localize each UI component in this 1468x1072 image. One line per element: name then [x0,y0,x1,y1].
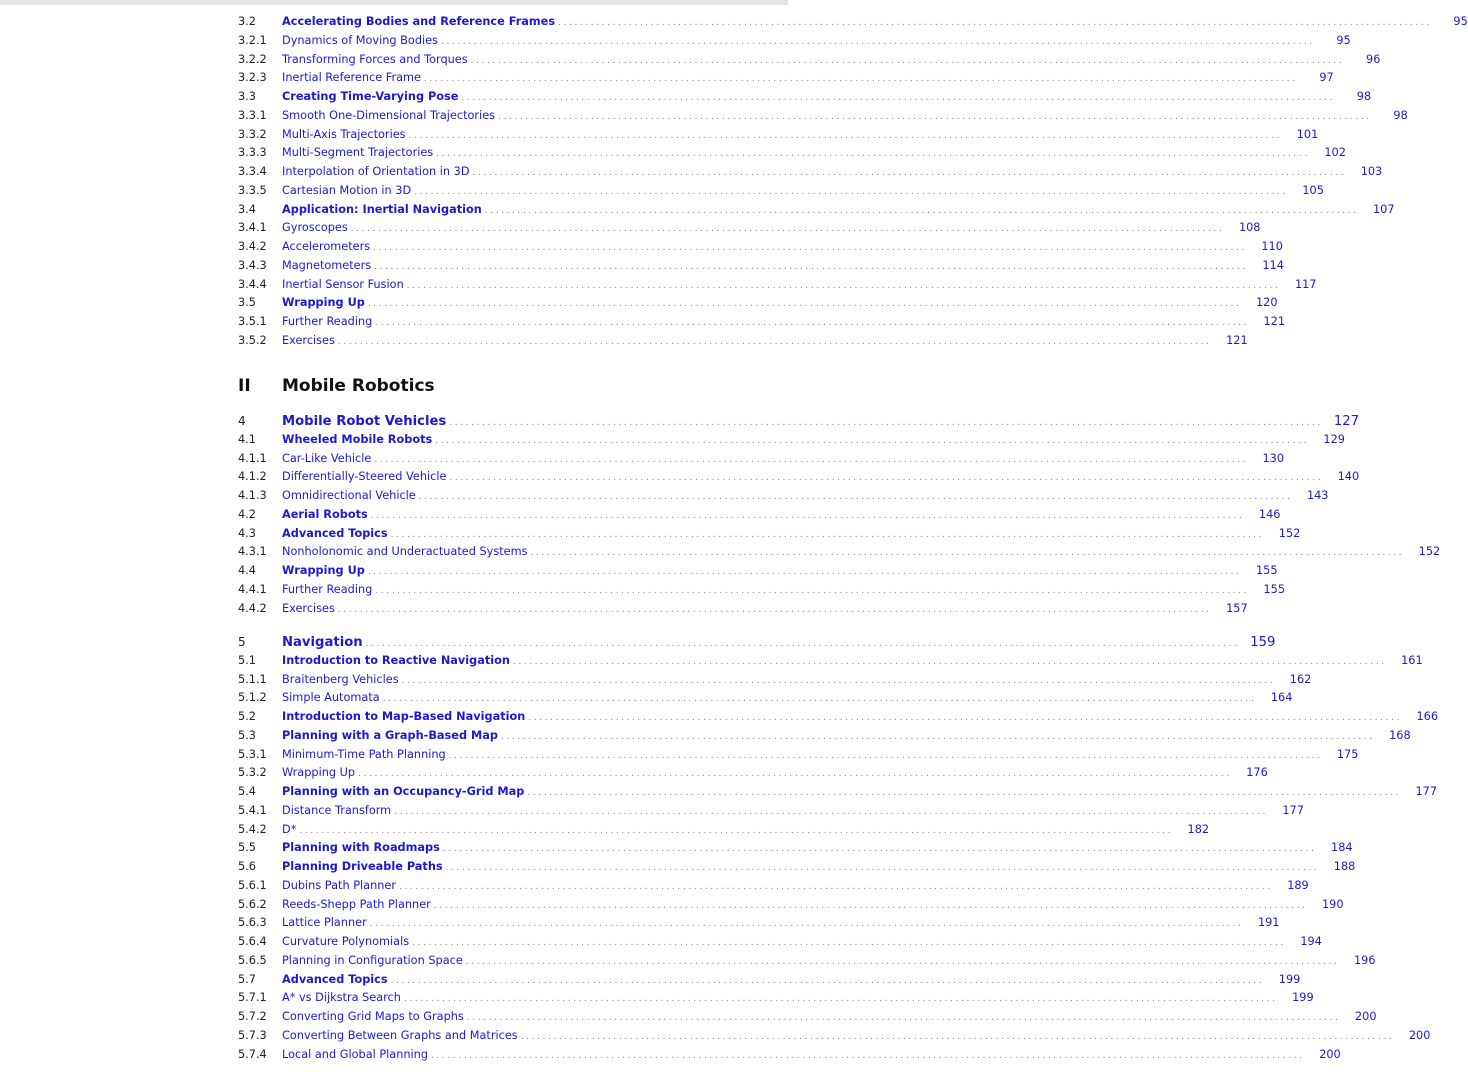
toc-entry-page[interactable]: 146 [1258,507,1281,521]
toc-entry-number: 4.2 [238,507,256,521]
toc-entry-number: 5.7.3 [238,1028,267,1042]
toc-entry-page[interactable]: 191 [1257,916,1280,930]
toc-entry-page[interactable]: 114 [1262,258,1284,272]
toc-entry-page[interactable]: 200 [1319,1047,1341,1061]
toc-entry-page[interactable]: 182 [1187,822,1210,836]
leader-dots: ................................................................................................................................................................ [350,224,1225,235]
leader-dots: ................................................................................................................................................................ [530,548,1405,559]
toc-entry-number: 4.3 [238,526,256,540]
viewer-top-border [0,0,788,5]
toc-entry-number: 5 [238,635,246,649]
toc-entry-page[interactable]: 152 [1278,526,1301,540]
leader-dots: ................................................................................................................................................................ [399,881,1273,892]
toc-entry-number: 5.7 [238,972,256,986]
leader-dots: ................................................................................................................................................................ [390,975,1265,986]
toc-entry-title[interactable]: Lattice Planner [282,916,367,930]
toc-entry-number: 5.7.4 [238,1047,267,1061]
leader-dots: ................................................................................................................................................................ [423,74,1298,85]
toc-entry-title[interactable]: Wrapping Up [282,564,365,577]
toc-entry-title[interactable]: Advanced Topics [282,526,388,540]
toc-entry-page[interactable]: 159 [1250,635,1276,650]
toc-entry-title[interactable]: Advanced Topics [282,972,388,986]
toc-entry-title[interactable]: Planning with an Occupancy-Grid Map [282,785,525,798]
toc-entry[interactable] [238,221,1261,240]
toc-entry[interactable] [238,90,1372,109]
toc-entry-number: 3.4 [238,202,256,216]
leader-dots: ................................................................................................................................................................ [449,418,1324,428]
leader-dots: ................................................................................................................................................................ [365,639,1240,649]
toc-entry-title[interactable]: Transforming Forces and Torques [282,52,468,66]
leader-dots: ................................................................................................................................................................ [337,604,1212,615]
part-number: II [238,376,251,396]
toc-entry-number: 5.7.1 [238,991,267,1005]
toc-entry-number: 4.1.1 [238,451,267,465]
toc-entry-page[interactable]: 176 [1246,766,1268,780]
leader-dots: ................................................................................................................................................................ [527,788,1402,798]
toc-entry-page[interactable]: 175 [1336,747,1359,761]
toc-entry-title[interactable]: Further Reading [282,582,373,596]
toc-entry-title[interactable]: Aerial Robots [282,507,368,521]
toc-entry[interactable] [238,333,1248,353]
toc-entry-page[interactable]: 121 [1226,333,1248,347]
leader-dots: ................................................................................................................................................................ [500,731,1375,742]
leader-dots: ................................................................................................................................................................ [442,844,1317,855]
toc-entry-title[interactable]: Converting Grid Maps to Graphs [282,1010,464,1023]
leader-dots: ................................................................................................................................................................ [441,36,1315,47]
toc-entry-number: 5.6 [238,860,256,873]
toc-entry[interactable] [238,315,1286,334]
toc-entry-title[interactable]: Distance Transform [282,803,392,817]
toc-entry-title[interactable]: Differentially-Steered Vehicle [282,470,447,484]
toc-entry-title[interactable]: Converting Between Graphs and Matrices [282,1028,518,1042]
toc-entry-page[interactable]: 155 [1256,564,1278,577]
leader-dots: ................................................................................................................................................................ [431,1050,1305,1061]
toc-entry[interactable] [238,1047,1341,1067]
toc-entry[interactable] [238,635,1276,654]
toc-entry-number: 3.3.4 [238,165,267,178]
leader-dots: ................................................................................................................................................................ [449,473,1324,484]
toc-entry-number: 4.4.1 [238,582,267,596]
toc-entry-title[interactable]: Inertial Sensor Fusion [282,277,404,291]
toc-entry-title[interactable]: Mobile Robot Vehicles [282,414,447,429]
toc-entry-number: 5.6.5 [238,953,267,967]
toc-group-chapter-5 [238,635,1439,1066]
toc-entry[interactable] [238,202,1395,222]
toc-entry-title[interactable]: Planning in Configuration Space [282,953,463,967]
leader-dots: ................................................................................................................................................................ [390,529,1265,540]
toc-group-chapter-3 [238,15,1468,353]
toc-entry[interactable] [238,991,1314,1010]
toc-entry-page[interactable]: 168 [1389,728,1411,742]
toc-entry-title[interactable]: A* vs Dijkstra Search [282,991,401,1005]
toc-entry-number: 3.3.3 [238,146,267,160]
toc-entry-title[interactable]: Braitenberg Vehicles [282,672,399,686]
toc-entry-number: 5.4.1 [238,803,267,817]
toc-entry-number: 5.1.2 [238,691,267,705]
leader-dots: ................................................................................................................................................................ [374,261,1248,272]
toc-entry[interactable] [238,277,1317,297]
toc-entry[interactable] [238,146,1346,165]
toc-entry[interactable] [238,747,1359,767]
toc-entry-page[interactable]: 200 [1355,1010,1377,1023]
toc-entry-number: 5.3 [238,728,256,742]
toc-entry[interactable] [238,935,1322,954]
toc-entry-page[interactable]: 95 [1453,15,1468,28]
toc-entry[interactable] [238,878,1309,898]
toc-entry-number: 5.4.2 [238,822,267,836]
toc-entry-page[interactable]: 103 [1360,165,1383,178]
toc-entry-page[interactable]: 190 [1321,897,1344,911]
leader-dots: ................................................................................................................................................................ [373,243,1247,253]
toc-entry-page[interactable]: 177 [1282,803,1304,817]
toc-entry-page[interactable]: 95 [1336,33,1351,47]
toc-entry-number: 5.5 [238,841,256,855]
toc-entry-page[interactable]: 162 [1289,672,1312,686]
leader-dots: ................................................................................................................................................................ [337,336,1212,347]
leader-dots: ................................................................................................................................................................ [370,510,1245,521]
leader-dots: ................................................................................................................................................................ [367,567,1242,577]
leader-dots: ................................................................................................................................................................ [408,130,1283,141]
toc-entry[interactable] [238,52,1381,72]
toc-entry[interactable] [238,803,1304,823]
toc-entry-number: 3.4.4 [238,277,267,291]
toc-entry-page[interactable]: 107 [1372,202,1395,216]
toc-entry[interactable] [238,127,1319,147]
toc-entry-number: 3.5.2 [238,333,267,347]
leader-dots: ................................................................................................................................................................ [448,750,1323,761]
toc-entry[interactable] [238,841,1353,860]
leader-dots: ................................................................................................................................................................ [414,186,1288,197]
leader-dots: ................................................................................................................................................................ [367,299,1242,310]
toc-entry-title[interactable]: Wheeled Mobile Robots [282,432,433,446]
leader-dots: ................................................................................................................................................................ [466,1013,1341,1023]
toc-entry-number: 3.2.2 [238,52,267,66]
toc-entry-title[interactable]: Magnetometers [282,258,372,272]
toc-entry-title[interactable]: Planning with Roadmaps [282,841,440,855]
toc-entry-title[interactable]: Planning Driveable Paths [282,860,443,873]
toc-entry[interactable] [238,582,1286,602]
toc-entry-number: 3.5.1 [238,315,267,328]
toc-entry[interactable] [238,860,1356,879]
toc-entry-title[interactable]: Curvature Polynomials [282,935,410,948]
toc-entry-page[interactable]: 129 [1323,432,1345,446]
toc-entry[interactable] [238,414,1360,433]
toc-entry[interactable] [238,296,1278,315]
part-heading [238,376,435,396]
leader-dots: ................................................................................................................................................................ [436,149,1310,160]
toc-entry-page[interactable]: 105 [1302,183,1324,197]
leader-dots: ................................................................................................................................................................ [484,205,1359,216]
leader-dots: ................................................................................................................................................................ [418,492,1293,502]
leader-dots: ................................................................................................................................................................ [375,318,1250,328]
leader-dots: ................................................................................................................................................................ [369,919,1244,930]
leader-dots: ................................................................................................................................................................ [461,93,1336,103]
toc-entry[interactable] [238,451,1285,471]
toc-entry-page[interactable]: 101 [1296,127,1319,141]
leader-dots: ................................................................................................................................................................ [512,656,1387,667]
toc-entry-title[interactable]: Smooth One-Dimensional Trajectories [282,108,496,122]
toc-entry-title[interactable]: Cartesian Motion in 3D [282,183,412,197]
toc-entry-number: 4.4 [238,564,256,577]
toc-entry-page[interactable]: 127 [1333,414,1360,429]
toc-entry-number: 3.3.5 [238,183,267,197]
toc-entry-number: 5.6.2 [238,897,267,911]
toc-entry-number: 4.3.1 [238,545,267,559]
toc-entry-title[interactable]: Minimum-Time Path Planning [282,747,446,761]
toc-entry-title[interactable]: Further Reading [282,315,373,328]
toc-entry-page[interactable]: 166 [1416,710,1439,723]
toc-entry[interactable] [238,601,1248,621]
toc-entry[interactable] [238,258,1284,278]
toc-entry-page[interactable]: 196 [1353,953,1376,967]
toc-entry-number: 5.4 [238,785,256,798]
toc-entry[interactable] [238,526,1301,546]
toc-entry-title[interactable]: Exercises [282,601,335,615]
toc-entry[interactable] [238,785,1438,804]
toc-entry-number: 5.2 [238,710,256,723]
toc-entry-title[interactable]: Simple Automata [282,691,380,705]
toc-entry-title[interactable]: Dubins Path Planner [282,878,397,892]
toc-entry-title[interactable]: Introduction to Reactive Navigation [282,653,510,667]
toc-entry-number: 3.3 [238,90,256,103]
toc-entry-number: 5.6.3 [238,916,267,930]
toc-entry-page[interactable]: 108 [1238,221,1261,235]
toc-entry-title[interactable]: Wrapping Up [282,296,365,310]
leader-dots: ................................................................................................................................................................ [401,675,1276,686]
toc-entry-number: 3.2 [238,15,256,28]
toc-entry-page[interactable]: 188 [1333,860,1356,873]
toc-entry-page[interactable]: 189 [1287,878,1309,892]
leader-dots: ................................................................................................................................................................ [435,435,1309,446]
toc-entry[interactable] [238,822,1210,842]
toc-entry[interactable] [238,33,1351,53]
toc-entry[interactable] [238,1010,1377,1029]
toc-entry-page[interactable]: 184 [1331,841,1353,855]
toc-entry-title[interactable]: Reeds-Shepp Path Planner [282,897,431,911]
toc-entry-number: 5.6.4 [238,935,267,948]
toc-entry-title[interactable]: Application: Inertial Navigation [282,202,482,216]
toc-entry-title[interactable]: D* [282,822,297,836]
toc-entry-page[interactable]: 110 [1261,240,1283,253]
toc-entry-number: 5.3.2 [238,766,267,780]
toc-entry-page[interactable]: 152 [1418,545,1441,559]
toc-entry[interactable] [238,564,1278,583]
toc-entry-title[interactable]: Exercises [282,333,335,347]
toc-entry-page[interactable]: 155 [1263,582,1286,596]
toc-entry-title[interactable]: Multi-Segment Trajectories [282,146,434,160]
toc-entry-page[interactable]: 194 [1300,935,1322,948]
leader-dots: ................................................................................................................................................................ [394,806,1268,817]
toc-entry-page[interactable]: 164 [1270,691,1293,705]
leader-dots: ................................................................................................................................................................ [472,168,1347,178]
toc-entry-number: 5.1 [238,653,256,667]
toc-entry-page[interactable]: 199 [1292,991,1314,1005]
toc-entry-page[interactable]: 96 [1366,52,1381,66]
leader-dots: ................................................................................................................................................................ [403,994,1278,1005]
toc-entry-number: 4.1.3 [238,489,267,502]
toc-entry-number: 3.3.1 [238,108,267,122]
toc-entry-number: 4.4.2 [238,601,267,615]
leader-dots: ................................................................................................................................................................ [520,1031,1395,1042]
toc-entry[interactable] [238,15,1468,34]
toc-entry-page[interactable]: 117 [1294,277,1317,291]
toc-entry-title[interactable]: Introduction to Map-Based Navigation [282,710,526,723]
toc-entry[interactable] [238,897,1344,917]
toc-entry-title[interactable]: Gyroscopes [282,221,348,235]
toc-entry[interactable] [238,953,1376,973]
toc-entry-page[interactable]: 98 [1356,90,1372,103]
leader-dots: ................................................................................................................................................................ [412,938,1286,948]
toc-entry-page[interactable]: 121 [1263,315,1286,328]
toc-entry[interactable] [238,653,1423,673]
toc-entry-page[interactable]: 97 [1319,71,1334,85]
leader-dots: ................................................................................................................................................................ [433,900,1308,911]
toc-entry-title[interactable]: Local and Global Planning [282,1047,429,1061]
toc-entry-number: 5.6.1 [238,878,267,892]
leader-dots: ................................................................................................................................................................ [406,280,1281,291]
toc-entry[interactable] [238,432,1345,452]
toc-group-chapter-4 [238,414,1441,620]
toc-entry[interactable] [238,972,1301,992]
toc-entry-page[interactable]: 157 [1226,601,1248,615]
toc-entry-title[interactable]: Planning with a Graph-Based Map [282,728,498,742]
toc-entry-page[interactable]: 161 [1401,653,1423,667]
leader-dots: ................................................................................................................................................................ [445,863,1320,873]
leader-dots: ................................................................................................................................................................ [528,713,1403,723]
toc-entry-number: 4.1.2 [238,470,267,484]
toc-entry-page[interactable]: 120 [1256,296,1278,310]
part-title: Mobile Robotics [282,376,435,396]
toc-entry[interactable] [238,728,1411,748]
leader-dots: ................................................................................................................................................................ [498,111,1372,122]
toc-entry[interactable] [238,71,1334,90]
toc-entry[interactable] [238,165,1383,184]
toc-entry-number: 3.2.3 [238,71,267,85]
toc-entry[interactable] [238,507,1281,527]
toc-entry-number: 3.4.2 [238,240,267,253]
toc-entry-title[interactable]: Car-Like Vehicle [282,451,372,465]
toc-entry-title[interactable]: Dynamics of Moving Bodies [282,33,438,47]
leader-dots: ................................................................................................................................................................ [558,18,1432,28]
toc-entry-title[interactable]: Navigation [282,635,363,650]
toc-entry[interactable] [238,545,1441,564]
toc-entry[interactable] [238,489,1329,508]
toc-entry-title[interactable]: Multi-Axis Trajectories [282,127,406,141]
toc-entry-page[interactable]: 200 [1408,1028,1431,1042]
toc-entry[interactable] [238,691,1293,710]
toc-entry-title[interactable]: Nonholonomic and Underactuated Systems [282,545,528,559]
toc-entry-page[interactable]: 140 [1337,470,1360,484]
toc-entry[interactable] [238,916,1280,935]
toc-entry-title[interactable]: Wrapping Up [282,766,356,780]
toc-entry-number: 4 [238,414,246,428]
toc-entry-title[interactable]: Inertial Reference Frame [282,71,421,85]
toc-entry[interactable] [238,672,1312,692]
toc-entry[interactable] [238,183,1324,203]
toc-entry[interactable] [238,240,1283,259]
toc-entry-number: 5.7.2 [238,1010,267,1023]
leader-dots: ................................................................................................................................................................ [470,55,1345,66]
toc-entry-number: 5.3.1 [238,747,267,761]
leader-dots: ................................................................................................................................................................ [382,694,1257,705]
toc-entry[interactable] [238,470,1360,489]
leader-dots: ................................................................................................................................................................ [299,825,1174,836]
leader-dots: ................................................................................................................................................................ [358,769,1232,780]
toc-entry[interactable] [238,1028,1431,1048]
toc-entry-title[interactable]: Creating Time-Varying Pose [282,90,459,103]
toc-entry-number: 3.4.1 [238,221,267,235]
toc-entry-number: 3.4.3 [238,258,267,272]
toc-entry-title[interactable]: Omnidirectional Vehicle [282,489,416,502]
leader-dots: ................................................................................................................................................................ [375,585,1250,596]
toc-entry-number: 3.3.2 [238,127,267,141]
toc-entry-title[interactable]: Accelerometers [282,240,371,253]
toc-entry-page[interactable]: 130 [1262,451,1285,465]
toc-entry-page[interactable]: 98 [1393,108,1408,122]
toc-entry-number: 5.1.1 [238,672,267,686]
leader-dots: ................................................................................................................................................................ [465,956,1340,967]
toc-entry[interactable] [238,710,1439,729]
toc-entry-title[interactable]: Accelerating Bodies and Reference Frames [282,15,556,28]
toc-entry-page[interactable]: 199 [1278,972,1301,986]
leader-dots: ................................................................................................................................................................ [374,454,1249,465]
toc-entry[interactable] [238,108,1408,128]
toc-entry-number: 3.2.1 [238,33,267,47]
toc-entry-title[interactable]: Interpolation of Orientation in 3D [282,165,470,178]
toc-entry[interactable] [238,766,1268,785]
toc-entry-page[interactable]: 177 [1415,785,1438,798]
toc-entry-number: 3.5 [238,296,256,310]
toc-entry-page[interactable]: 102 [1324,146,1346,160]
toc-entry-number: 4.1 [238,432,256,446]
toc-entry-page[interactable]: 143 [1306,489,1329,502]
